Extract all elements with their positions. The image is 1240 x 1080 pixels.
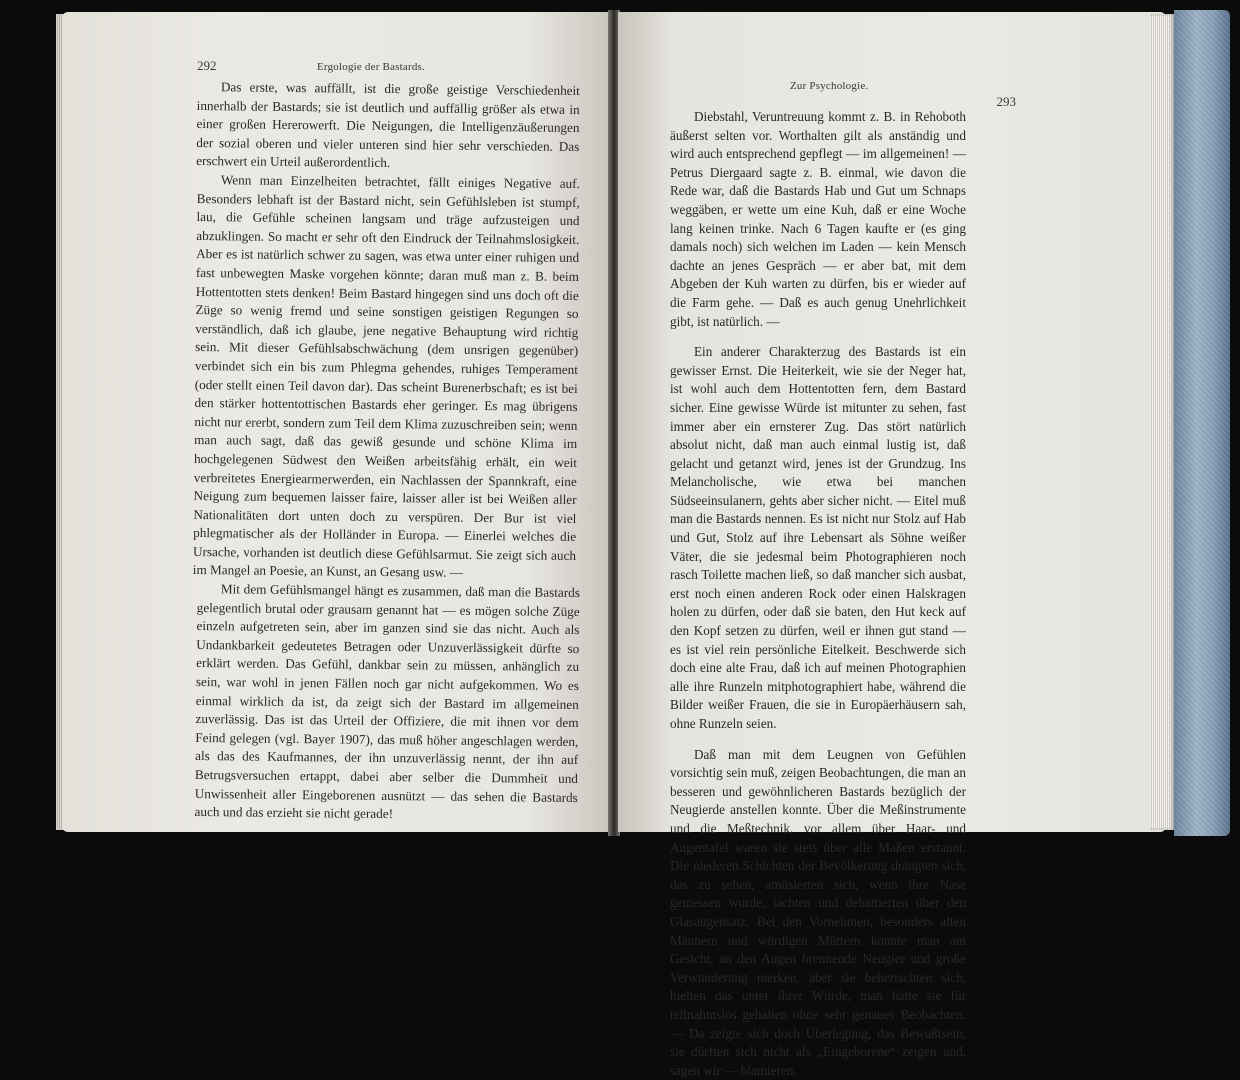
- right-page-number: 293: [996, 94, 1016, 109]
- right-running-head: [670, 80, 1016, 109]
- left-page-body: [192, 78, 580, 822]
- book-cover: [1174, 10, 1230, 836]
- left-paragraph-3: Mit dem Gefühlsmangel hängt es zusammen, daß man die Bastards gelegentlich brutal oder grausam genannt hat — es mögen solche Züge einzeln aufgetreten sein, aber im ganzen sind sie das nicht. Auch als Undankbarkeit gedeutetes Betragen oder Unzuverlässigkeit dürfte so erklärt werden. Das Gefühl, dankbar sein zu müssen, anhänglich zu sein, war wohl in jenen Fällen noch gar nicht aufgekommen. Wo es einmal wirklich da ist, da zeigt sich der Bastard im allgemeinen zuverlässig. Das ist das Urteil der Offiziere, die mit ihnen vor dem Feind gelegen (vgl. Bayer 1907), das muß höher angeschlagen werden, als das des Kaufmannes, der ihn unzuverlässig nennt, der ihn auf Betrugsversuchen ertappt, dabei aber selber die Dummheit und Unwissenheit aller Eingeborenen ausnützt — das sehen die Bastards auch und das erzieht sie nicht gerade!: [194, 581, 580, 822]
- right-page-body: [670, 108, 966, 1080]
- right-paragraph-3: Daß man mit dem Leugnen von Gefühlen vorsichtig sein muß, zeigen Beobachtungen, die man an besseren und gewöhnlicheren Bastards bezüglich der Neugierde anstellen konnte. Über die Meßinstrumente und die Meßtechnik, vor allem über Haar- und Augentafel waren sie stets über alle Maßen erstaunt. Die niederen Schichten der Bevölkerung drängten sich, das zu sehen, amüsierten sich, wenn ihre Nase gemessen wurde, lachten und debattierten über den Glasaugensatz. Bei den Vornehmen, besonders alten Männern und würdigen Müttern konnte man am Gesicht, an den Augen brennende Neugier und große Verwunderung merken, aber sie beherrschten sich, hielten das unter ihrer Würde, man hätte sie für teilnahmslos gehalten ohne sehr genaues Beobachten. — Da zeigte sich doch Überlegung, das Bewußtsein, sie dürften sich nicht als „Eingeborene“ zeigen und, sagen wir — blamieren.: [670, 746, 966, 1078]
- left-running-head: [197, 58, 580, 78]
- right-running-title: Zur Psychologie.: [790, 80, 869, 92]
- right-page-edges: [1150, 14, 1174, 830]
- right-paragraph-2: Ein anderer Charakterzug des Bastards ist ein gewisser Ernst. Die Heiterkeit, wie sie der Neger hat, ist wohl auch dem Hottentotten fern, dem Bastard sicher. Eine gewisse Würde ist mitunter zu sehen, fast immer aber ein ernsterer Zug. Das stört natürlich absolut nicht, daß man auch einmal lustig ist, daß gelacht und getanzt wird, jenes ist der Grundzug. Ins Melancholische, wie etwa bei manchen Südseeinsulanern, gehts aber sicher nicht. — Eitel muß man die Bastards nennen. Es ist nicht nur Stolz auf Hab und Gut, Stolz auf ihre Lebensart als Söhne weißer Väter, die sie jedesmal beim Photographieren noch rasch Toilette machen ließ, so daß mancher sich ausbat, erst noch einen anderen Rock oder einen Halskragen holen zu dürfen, oder daß sie baten, den Hut keck auf den Kopf setzen zu dürfen, weil er ihnen gut stand — es ist viel rein persönliche Eitelkeit. Beschwerde sich doch eine alte Frau, daß ich auf meinen Photographien alle ihre Runzeln mitphotographiert habe, während die Bilder weißer Frauen, die sie in Europäerhäusern sah, ohne Runzeln seien.: [670, 344, 966, 731]
- right-paragraph-1: Diebstahl, Veruntreuung kommt z. B. in Rehoboth äußerst selten vor. Worthalten gilt als anständig und wird auch entsprechend gepflegt — im allgemeinen! — Petrus Diergaard sagte z. B. einmal, wie davon die Rede war, daß die Bastards Hab und Gut um Schnaps weggäben, er wette um eine Kuh, daß er eine Woche lang keinen trinke. Nach 6 Tagen kaufte er (es ging damals noch) sich welchen im Laden — kein Mensch dachte an jenes Gespräch — er aber bat, mit dem Abgeben der Kuh warten zu dürfen, bis er wieder auf die Farm gehe. — Daß es auch genug Unehrlichkeit gibt, ist natürlich. —: [670, 109, 966, 329]
- left-running-title: Ergologie der Bastards.: [317, 61, 425, 73]
- left-page: [62, 12, 610, 832]
- right-page: [618, 12, 1166, 1078]
- left-page-number: 292: [197, 58, 217, 73]
- left-paragraph-1: Das erste, was auffällt, ist die große geistige Verschiedenheit innerhalb der Bastards; sie ist deutlich und auffällig größer als etwa in einer großen Hererowerft. Die Neigungen, die Intelligenzäußerungen der sozial oberen und vieler unteren sind hier sehr verschieden. Das erschwert ein Urteil außerordentlich.: [196, 79, 580, 171]
- left-paragraph-2: Wenn man Einzelheiten betrachtet, fällt einiges Negative auf. Besonders lebhaft ist der Bastard nicht, sein Gefühlsleben ist stumpf, lau, die Gefühle scheinen langsam und träge aufzusteigen und abzuklingen. So macht er sehr oft den Eindruck der Teilnahmslosigkeit. Aber es ist natürlich schwer zu sagen, was etwa unter einer ruhigen und fast unbewegten Maske vorgehen könnte; daran muß man z. B. beim Hottentotten stets denken! Beim Bastard hingegen sind uns doch oft die Züge so wenig fremd und seine sonstigen geistigen Regungen so verständlich, daß ich glaube, jene negative Behauptung wird richtig sein. Mit dieser Gefühlsabschwächung (dem unsrigen gegenüber) verbindet sich ein bis zum Phlegma gehendes, ruhiges Temperament (oder stellt einen Teil davon dar). Das scheint Burenerbschaft; es ist bei den stärker hottentottischen Bastards eher geringer. Es mag übrigens nicht nur ererbt, sondern zum Teil dem Klima zuzuschreiben sein; wenn man auch sagt, daß das gewiß gesunde und schöne Klima im hochgelegenen Südwest den Weißen arbeitsfähig erhält, ein weit verbreitetes Energiearmerwerden, ein Nachlassen der Spannkraft, eine Neigung zum bequemen laisser faire, laisser aller ist bei Weißen aller Nationalitäten dort unten doch zu verspüren. Der Bur ist viel phlegmatischer als der Holländer in Europa. — Einerlei welches die Ursache, vorhanden ist deutlich diese Gefühlsarmut. Sie zeigt sich auch im Mangel an Poesie, an Kunst, an Gesang usw. —: [192, 172, 580, 581]
